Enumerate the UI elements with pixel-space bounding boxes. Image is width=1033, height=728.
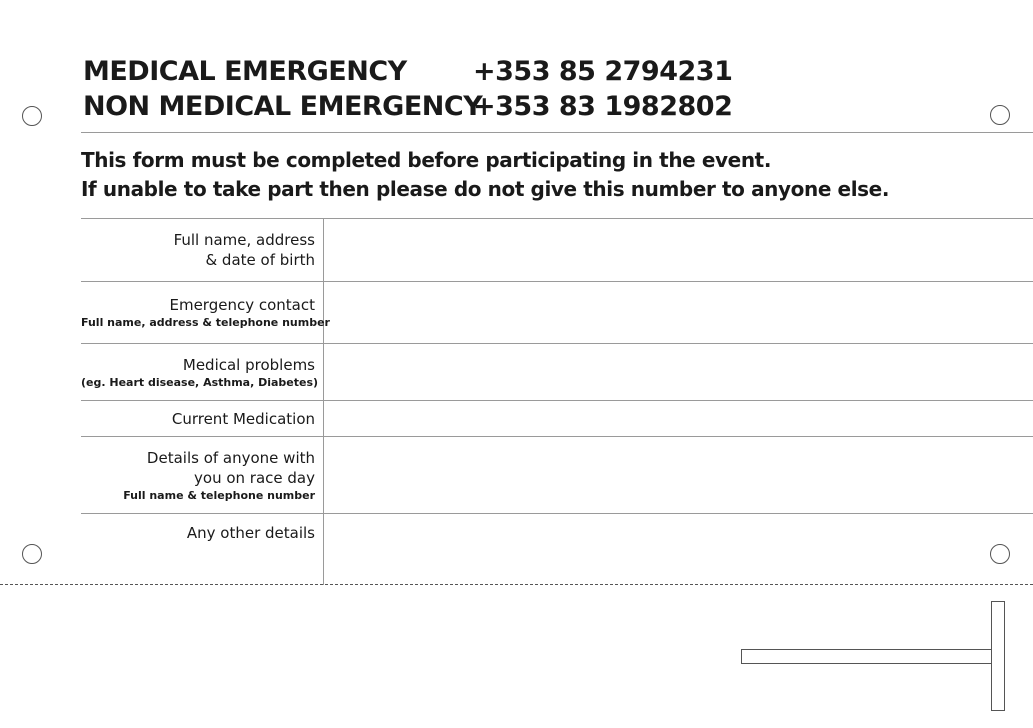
punch-hole-top-right — [990, 105, 1010, 125]
field-label — [81, 219, 324, 281]
corner-mark-vertical — [991, 601, 1005, 711]
field-label — [81, 344, 324, 400]
form-row-race-day-companion — [81, 437, 1033, 514]
non-medical-emergency-row — [83, 89, 732, 124]
notice-line-1: This form must be completed before participating in the event. — [81, 148, 772, 172]
form-notice — [81, 146, 889, 204]
label-line: Any other details — [186, 524, 315, 542]
punch-hole-bottom-left — [22, 544, 42, 564]
form-row-name-address-dob — [81, 219, 1033, 282]
medical-emergency-phone: +353 85 2794231 — [473, 56, 733, 87]
form-row-emergency-contact — [81, 282, 1033, 344]
non-medical-emergency-phone: +353 83 1982802 — [473, 91, 733, 122]
field-label — [81, 437, 324, 513]
medical-emergency-label: MEDICAL EMERGENCY — [83, 56, 407, 87]
label-hint: (eg. Heart disease, Asthma, Diabetes) — [81, 375, 319, 389]
field-label — [81, 401, 324, 436]
label-line: Details of anyone with — [146, 448, 315, 467]
other-details-field[interactable] — [324, 514, 1033, 585]
label-line: Current Medication — [171, 409, 315, 428]
label-line: you on race day — [194, 468, 315, 487]
form-row-other-details — [81, 514, 1033, 585]
label-line: & date of birth — [205, 251, 315, 269]
header-divider — [81, 132, 1033, 133]
form-row-current-medication — [81, 401, 1033, 437]
details-form — [81, 218, 1033, 585]
label-hint: Full name, address & telephone number — [81, 316, 330, 329]
label-line: Full name, address — [173, 231, 315, 249]
emergency-contact-field[interactable] — [324, 282, 1033, 343]
field-label — [81, 514, 324, 585]
tear-off-line — [0, 584, 1033, 585]
non-medical-emergency-label: NON MEDICAL EMERGENCY — [83, 91, 483, 122]
name-address-dob-field[interactable] — [324, 219, 1033, 281]
label-hint: Full name & telephone number — [123, 488, 315, 502]
medical-emergency-row — [83, 54, 732, 89]
medical-problems-field[interactable] — [324, 344, 1033, 400]
current-medication-field[interactable] — [324, 401, 1033, 436]
corner-mark-horizontal — [741, 649, 992, 664]
emergency-numbers — [83, 54, 732, 124]
field-label — [81, 282, 330, 343]
form-row-medical-problems — [81, 344, 1033, 401]
notice-line-2: If unable to take part then please do not give this number to anyone else. — [81, 177, 890, 201]
punch-hole-bottom-right — [990, 544, 1010, 564]
label-line: Medical problems — [182, 355, 315, 374]
punch-hole-top-left — [22, 106, 42, 126]
race-day-companion-field[interactable] — [324, 437, 1033, 513]
label-line: Emergency contact — [169, 296, 315, 314]
